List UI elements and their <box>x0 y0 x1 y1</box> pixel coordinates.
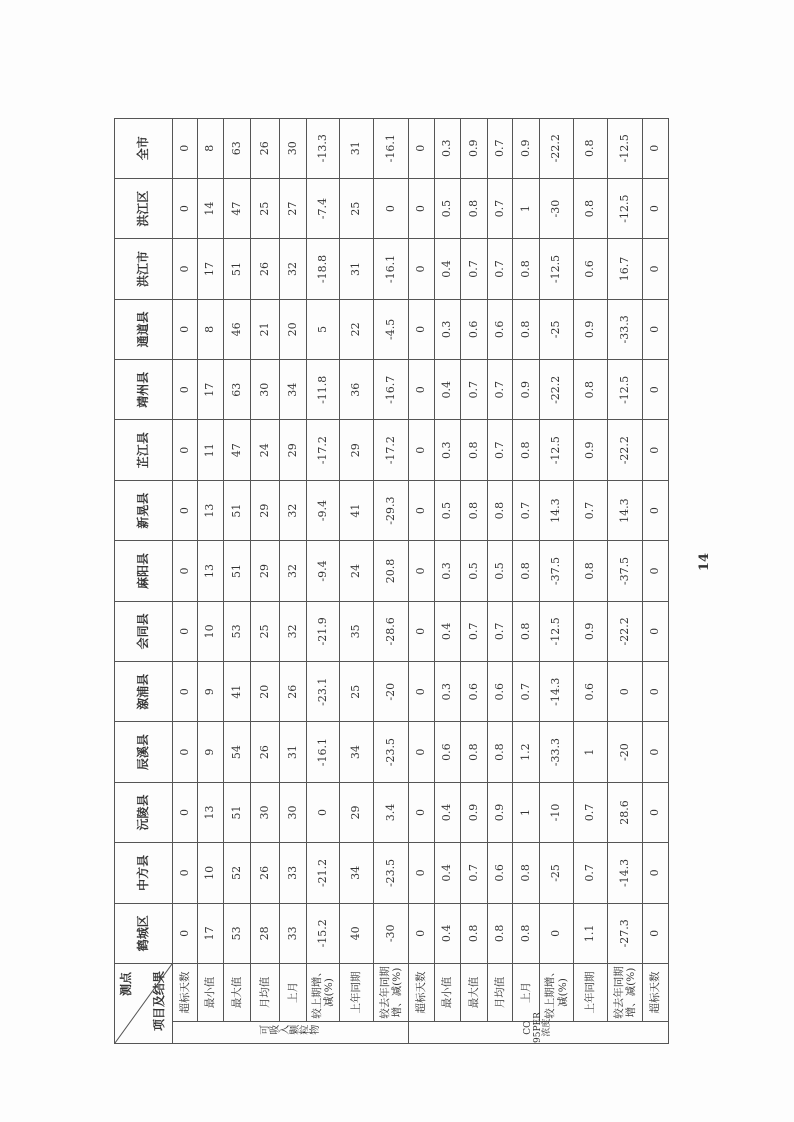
value-cell: 0 <box>173 299 198 359</box>
value-cell: 0.4 <box>435 903 461 963</box>
value-cell: 0.9 <box>574 420 608 480</box>
value-cell: 0 <box>643 601 669 661</box>
value-cell: 51 <box>224 541 251 601</box>
value-cell: 0 <box>173 420 198 480</box>
station-header: 沅陵县 <box>115 782 173 842</box>
value-cell: 26 <box>251 118 280 178</box>
value-cell: 0 <box>643 903 669 963</box>
value-cell: 29 <box>340 420 374 480</box>
value-cell: -28.6 <box>374 601 409 661</box>
value-cell: -14.3 <box>608 843 643 903</box>
header-row <box>115 118 173 1043</box>
table-row <box>540 118 574 1043</box>
value-cell: 0.3 <box>435 118 461 178</box>
value-cell: 0.3 <box>435 299 461 359</box>
value-cell: 53 <box>224 601 251 661</box>
value-cell: 40 <box>340 903 374 963</box>
value-cell: 0.9 <box>461 118 488 178</box>
value-cell: -21.2 <box>307 843 340 903</box>
value-cell: 1.1 <box>574 903 608 963</box>
value-cell: 0 <box>409 118 435 178</box>
value-cell: 0 <box>307 782 340 842</box>
row-item-label: 上月 <box>513 964 540 1022</box>
value-cell: 28 <box>251 903 280 963</box>
table-row <box>461 118 488 1043</box>
corner-label-station: 测点 <box>119 972 133 997</box>
value-cell: 0 <box>409 178 435 238</box>
value-cell: 0.8 <box>488 722 513 782</box>
group-label-pm10 <box>173 1022 409 1044</box>
value-cell: -22.2 <box>608 601 643 661</box>
value-cell: 0.9 <box>488 782 513 842</box>
value-cell: -25 <box>540 843 574 903</box>
value-cell: 46 <box>224 299 251 359</box>
table-row <box>173 118 198 1043</box>
value-cell: 0 <box>173 903 198 963</box>
value-cell: 0 <box>608 662 643 722</box>
value-cell: 10 <box>198 601 224 661</box>
value-cell: -17.2 <box>307 420 340 480</box>
value-cell: 29 <box>251 480 280 540</box>
value-cell: -33.3 <box>540 722 574 782</box>
value-cell: 0 <box>643 722 669 782</box>
row-item-label: 月均值 <box>251 964 280 1022</box>
value-cell: 0.7 <box>574 782 608 842</box>
value-cell: 0.5 <box>461 541 488 601</box>
value-cell: 0.3 <box>435 420 461 480</box>
value-cell: 1 <box>574 722 608 782</box>
table-row <box>513 118 540 1043</box>
corner-header-cell <box>115 964 173 1044</box>
value-cell: 0.4 <box>435 360 461 420</box>
value-cell: 0.8 <box>461 420 488 480</box>
station-header: 洪江市 <box>115 239 173 299</box>
value-cell: -12.5 <box>540 239 574 299</box>
value-cell: 0 <box>409 601 435 661</box>
station-header: 新晃县 <box>115 480 173 540</box>
table-row <box>643 118 669 1043</box>
value-cell: 1.2 <box>513 722 540 782</box>
value-cell: 0.8 <box>574 118 608 178</box>
row-item-label: 超标天数 <box>409 964 435 1022</box>
row-item-label: 超标天数 <box>173 964 198 1022</box>
station-header: 洪江区 <box>115 178 173 238</box>
value-cell: 0 <box>173 662 198 722</box>
value-cell: 0.9 <box>513 118 540 178</box>
value-cell: 24 <box>340 541 374 601</box>
value-cell: 8 <box>198 118 224 178</box>
value-cell: 0.8 <box>461 903 488 963</box>
row-item-label: 最小值 <box>198 964 224 1022</box>
value-cell: 0.8 <box>461 722 488 782</box>
value-cell: 0.7 <box>461 601 488 661</box>
value-cell: 0.6 <box>488 299 513 359</box>
value-cell: 0 <box>374 178 409 238</box>
value-cell: 26 <box>251 239 280 299</box>
value-cell: -9.4 <box>307 541 340 601</box>
value-cell: -12.5 <box>608 178 643 238</box>
value-cell: 63 <box>224 360 251 420</box>
table-row <box>574 118 608 1043</box>
value-cell: 34 <box>340 843 374 903</box>
value-cell: 30 <box>251 782 280 842</box>
value-cell: 51 <box>224 782 251 842</box>
value-cell: 20 <box>280 299 307 359</box>
value-cell: 0.3 <box>435 541 461 601</box>
value-cell: 0 <box>643 360 669 420</box>
row-item-label: 最小值 <box>435 964 461 1022</box>
value-cell: 26 <box>251 722 280 782</box>
value-cell: 29 <box>340 782 374 842</box>
station-header: 芷江县 <box>115 420 173 480</box>
value-cell: -23.1 <box>307 662 340 722</box>
table-row <box>251 118 280 1043</box>
table-row <box>280 118 307 1043</box>
value-cell: 17 <box>198 239 224 299</box>
value-cell: 0.8 <box>574 541 608 601</box>
value-cell: 47 <box>224 420 251 480</box>
value-cell: 29 <box>280 420 307 480</box>
value-cell: -17.2 <box>374 420 409 480</box>
row-item-label: 上年同期 <box>340 964 374 1022</box>
value-cell: 0.7 <box>574 480 608 540</box>
value-cell: 0.8 <box>513 541 540 601</box>
value-cell: 0.6 <box>488 843 513 903</box>
value-cell: 32 <box>280 239 307 299</box>
value-cell: 0.3 <box>435 662 461 722</box>
value-cell: 0.8 <box>513 843 540 903</box>
value-cell: 20 <box>251 662 280 722</box>
station-header: 会同县 <box>115 601 173 661</box>
value-cell: 0 <box>643 178 669 238</box>
row-item-label: 较上期增、减(%) <box>540 964 574 1022</box>
value-cell: 0.9 <box>513 360 540 420</box>
table-row <box>488 118 513 1043</box>
value-cell: 0 <box>409 722 435 782</box>
value-cell: 0.7 <box>488 360 513 420</box>
value-cell: 26 <box>251 843 280 903</box>
value-cell: 0 <box>643 299 669 359</box>
value-cell: 0 <box>643 541 669 601</box>
value-cell: 0.8 <box>513 903 540 963</box>
value-cell: 0.6 <box>574 239 608 299</box>
value-cell: -23.5 <box>374 722 409 782</box>
value-cell: 0.4 <box>435 782 461 842</box>
value-cell: 0 <box>409 360 435 420</box>
value-cell: 5 <box>307 299 340 359</box>
value-cell: 31 <box>280 722 307 782</box>
value-cell: 51 <box>224 480 251 540</box>
corner-label-item: 项目及结果 <box>152 970 167 1031</box>
value-cell: -12.5 <box>540 420 574 480</box>
station-header: 鹤城区 <box>115 903 173 963</box>
table-row <box>435 118 461 1043</box>
value-cell: 30 <box>280 782 307 842</box>
value-cell: 0 <box>643 239 669 299</box>
value-cell: -33.3 <box>608 299 643 359</box>
value-cell: 0.8 <box>488 903 513 963</box>
value-cell: 0 <box>409 843 435 903</box>
value-cell: 51 <box>224 239 251 299</box>
row-item-label: 超标天数 <box>643 964 669 1022</box>
value-cell: 27 <box>280 178 307 238</box>
station-header: 靖州县 <box>115 360 173 420</box>
row-item-label: 最大值 <box>461 964 488 1022</box>
value-cell: 32 <box>280 541 307 601</box>
value-cell: 16.7 <box>608 239 643 299</box>
value-cell: 0 <box>173 178 198 238</box>
value-cell: 41 <box>224 662 251 722</box>
value-cell: -14.3 <box>540 662 574 722</box>
value-cell: 0.5 <box>435 178 461 238</box>
row-item-label: 较上期增、减(%) <box>307 964 340 1022</box>
value-cell: 0.8 <box>513 299 540 359</box>
value-cell: -25 <box>540 299 574 359</box>
value-cell: 0.8 <box>513 601 540 661</box>
value-cell: 0.7 <box>488 601 513 661</box>
row-item-label: 最大值 <box>224 964 251 1022</box>
value-cell: 9 <box>198 722 224 782</box>
value-cell: 34 <box>280 360 307 420</box>
value-cell: 53 <box>224 903 251 963</box>
value-cell: 0.7 <box>461 239 488 299</box>
value-cell: 8 <box>198 299 224 359</box>
value-cell: -13.3 <box>307 118 340 178</box>
page-number: 14 <box>697 553 712 572</box>
value-cell: 0 <box>409 782 435 842</box>
value-cell: -18.8 <box>307 239 340 299</box>
value-cell: 13 <box>198 782 224 842</box>
table-row <box>374 118 409 1043</box>
value-cell: 13 <box>198 480 224 540</box>
value-cell: 33 <box>280 903 307 963</box>
value-cell: 14.3 <box>540 480 574 540</box>
value-cell: -21.9 <box>307 601 340 661</box>
table-row <box>340 118 374 1043</box>
value-cell: -20 <box>608 722 643 782</box>
value-cell: 36 <box>340 360 374 420</box>
value-cell: 0 <box>409 420 435 480</box>
value-cell: 52 <box>224 843 251 903</box>
value-cell: 0.8 <box>513 420 540 480</box>
value-cell: 0 <box>643 662 669 722</box>
group-label-text: 可吸入颗粒物 <box>258 1026 319 1038</box>
value-cell: -22.2 <box>540 360 574 420</box>
value-cell: 31 <box>340 118 374 178</box>
value-cell: -10 <box>540 782 574 842</box>
value-cell: 0.7 <box>461 360 488 420</box>
value-cell: 47 <box>224 178 251 238</box>
station-header: 通道县 <box>115 299 173 359</box>
value-cell: 0.7 <box>461 843 488 903</box>
value-cell: 0.8 <box>488 480 513 540</box>
value-cell: 1 <box>513 178 540 238</box>
value-cell: 0.4 <box>435 239 461 299</box>
value-cell: -37.5 <box>608 541 643 601</box>
value-cell: 0.5 <box>435 480 461 540</box>
value-cell: -30 <box>540 178 574 238</box>
table-row <box>608 118 643 1043</box>
value-cell: 35 <box>340 601 374 661</box>
row-item-label: 月均值 <box>488 964 513 1022</box>
value-cell: 9 <box>198 662 224 722</box>
value-cell: -27.3 <box>608 903 643 963</box>
value-cell: -16.1 <box>374 118 409 178</box>
value-cell: 0 <box>173 239 198 299</box>
value-cell: 0.6 <box>574 662 608 722</box>
value-cell: 0.4 <box>435 843 461 903</box>
value-cell: 0 <box>643 843 669 903</box>
value-cell: 21 <box>251 299 280 359</box>
value-cell: 0.5 <box>488 541 513 601</box>
value-cell: 25 <box>251 601 280 661</box>
group-label-text: CO 95PER浓度 <box>523 1012 553 1043</box>
data-table <box>114 118 669 1044</box>
value-cell: -22.2 <box>540 118 574 178</box>
value-cell: -23.5 <box>374 843 409 903</box>
value-cell: 17 <box>198 903 224 963</box>
value-cell: 63 <box>224 118 251 178</box>
value-cell: 0.8 <box>461 178 488 238</box>
value-cell: 0.7 <box>488 178 513 238</box>
value-cell: 0.8 <box>461 480 488 540</box>
value-cell: 0 <box>173 601 198 661</box>
value-cell: 0.6 <box>461 662 488 722</box>
value-cell: 0 <box>643 420 669 480</box>
value-cell: 0.8 <box>574 178 608 238</box>
value-cell: 0 <box>409 239 435 299</box>
value-cell: -12.5 <box>540 601 574 661</box>
value-cell: 25 <box>251 178 280 238</box>
table-row <box>409 118 435 1043</box>
table-body <box>173 118 669 1043</box>
station-header: 麻阳县 <box>115 541 173 601</box>
value-cell: 28.6 <box>608 782 643 842</box>
value-cell: -4.5 <box>374 299 409 359</box>
value-cell: 0.7 <box>513 480 540 540</box>
value-cell: 0 <box>173 843 198 903</box>
station-header: 辰溪县 <box>115 722 173 782</box>
station-header: 中方县 <box>115 843 173 903</box>
row-item-label: 上月 <box>280 964 307 1022</box>
rotated-table-container <box>114 118 666 1044</box>
value-cell: 14.3 <box>608 480 643 540</box>
table-row <box>198 118 224 1043</box>
value-cell: -7.4 <box>307 178 340 238</box>
value-cell: 0.7 <box>488 239 513 299</box>
value-cell: 0.9 <box>574 601 608 661</box>
value-cell: 0.7 <box>488 420 513 480</box>
value-cell: 0 <box>409 903 435 963</box>
value-cell: 0.9 <box>461 782 488 842</box>
value-cell: 1 <box>513 782 540 842</box>
value-cell: -29.3 <box>374 480 409 540</box>
value-cell: 0 <box>409 662 435 722</box>
table-row <box>307 118 340 1043</box>
value-cell: 0.8 <box>513 239 540 299</box>
value-cell: 0 <box>173 118 198 178</box>
row-item-label: 较去年同期增、减(%) <box>608 964 643 1022</box>
value-cell: 32 <box>280 480 307 540</box>
value-cell: 34 <box>340 722 374 782</box>
value-cell: 0 <box>173 782 198 842</box>
value-cell: 29 <box>251 541 280 601</box>
value-cell: 25 <box>340 178 374 238</box>
value-cell: 0.6 <box>435 722 461 782</box>
value-cell: 30 <box>280 118 307 178</box>
value-cell: -37.5 <box>540 541 574 601</box>
value-cell: 0 <box>173 360 198 420</box>
value-cell: 32 <box>280 601 307 661</box>
value-cell: -30 <box>374 903 409 963</box>
value-cell: 10 <box>198 843 224 903</box>
value-cell: -16.1 <box>374 239 409 299</box>
value-cell: 33 <box>280 843 307 903</box>
value-cell: -12.5 <box>608 118 643 178</box>
value-cell: 0.9 <box>574 299 608 359</box>
value-cell: 13 <box>198 541 224 601</box>
value-cell: 0 <box>643 782 669 842</box>
value-cell: 0 <box>540 903 574 963</box>
value-cell: 0.4 <box>435 601 461 661</box>
value-cell: -11.8 <box>307 360 340 420</box>
value-cell: 0 <box>173 541 198 601</box>
value-cell: 17 <box>198 360 224 420</box>
group-label-co <box>409 1012 669 1044</box>
value-cell: -15.2 <box>307 903 340 963</box>
value-cell: -16.7 <box>374 360 409 420</box>
value-cell: 0 <box>643 118 669 178</box>
value-cell: 0.7 <box>488 118 513 178</box>
table-row <box>224 118 251 1043</box>
value-cell: 14 <box>198 178 224 238</box>
value-cell: 54 <box>224 722 251 782</box>
value-cell: 0.6 <box>488 662 513 722</box>
value-cell: 3.4 <box>374 782 409 842</box>
value-cell: 11 <box>198 420 224 480</box>
value-cell: 30 <box>251 360 280 420</box>
value-cell: -20 <box>374 662 409 722</box>
row-item-label: 上年同期 <box>574 964 608 1022</box>
value-cell: 0 <box>409 480 435 540</box>
value-cell: 0.8 <box>574 360 608 420</box>
value-cell: 0.7 <box>574 843 608 903</box>
value-cell: -16.1 <box>307 722 340 782</box>
value-cell: 0.6 <box>461 299 488 359</box>
value-cell: -22.2 <box>608 420 643 480</box>
value-cell: 24 <box>251 420 280 480</box>
value-cell: 25 <box>340 662 374 722</box>
value-cell: 0 <box>409 541 435 601</box>
station-header: 全市 <box>115 118 173 178</box>
value-cell: 0 <box>643 480 669 540</box>
value-cell: 26 <box>280 662 307 722</box>
value-cell: 22 <box>340 299 374 359</box>
value-cell: -9.4 <box>307 480 340 540</box>
value-cell: -12.5 <box>608 360 643 420</box>
value-cell: 20.8 <box>374 541 409 601</box>
value-cell: 0 <box>409 299 435 359</box>
value-cell: 0.7 <box>513 662 540 722</box>
station-header: 溆浦县 <box>115 662 173 722</box>
value-cell: 31 <box>340 239 374 299</box>
value-cell: 0 <box>173 722 198 782</box>
row-item-label: 较去年同期增、减(%) <box>374 964 409 1022</box>
value-cell: 41 <box>340 480 374 540</box>
value-cell: 0 <box>173 480 198 540</box>
